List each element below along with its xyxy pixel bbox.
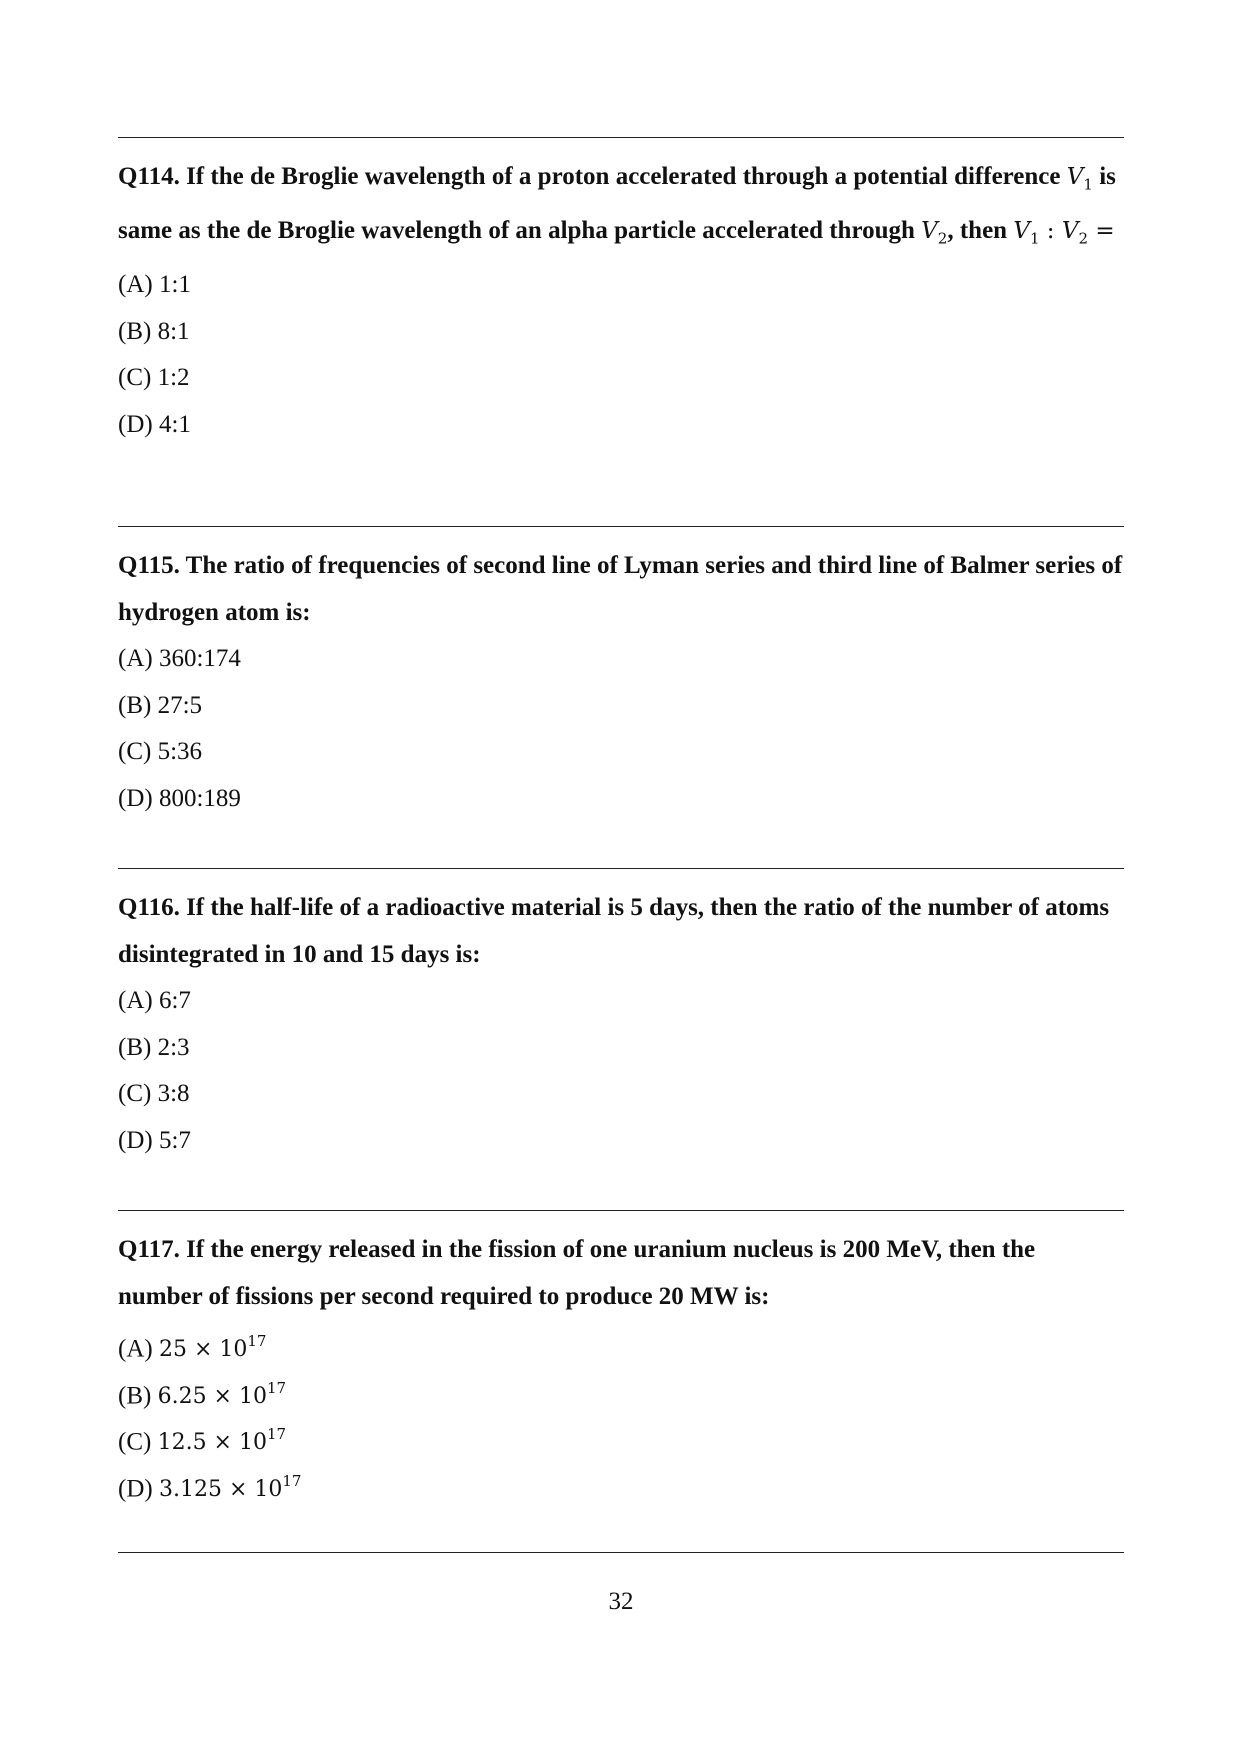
question-text: [118, 543, 1124, 636]
math-times: ×: [186, 1337, 220, 1363]
question-body: The ratio of frequencies of second line of Lyman series and third line of Balmer series of hydrogen atom is:: [118, 552, 1123, 626]
option-b[interactable]: [118, 309, 1124, 356]
divider-rule: [118, 868, 1124, 869]
math-times: ×: [206, 1383, 239, 1409]
option-value: 27:5: [157, 691, 203, 719]
math-colon: :: [1039, 218, 1062, 245]
option-label: (A): [118, 645, 153, 672]
question-number: Q116.: [118, 894, 180, 921]
question-text-part: is same as the de Broglie wavelength of an alpha particle accelerated through: [118, 163, 1116, 245]
question-117: [118, 1227, 1124, 1506]
math-subscript: 2: [937, 229, 948, 248]
option-label: (A): [118, 271, 153, 299]
question-text-part: If the de Broglie wavelength of a proton accelerated through a potential difference: [186, 163, 1067, 190]
option-label: (C): [118, 1080, 152, 1107]
option-c[interactable]: [118, 355, 1124, 402]
option-a[interactable]: [118, 978, 1124, 1025]
option-a[interactable]: [118, 636, 1124, 683]
option-label: (B): [118, 1033, 152, 1061]
math-mantissa: 25: [158, 1337, 187, 1363]
divider-rule: [118, 1552, 1124, 1553]
math-base: 10: [238, 1430, 267, 1456]
document-page: [118, 0, 1124, 1754]
question-115: [118, 543, 1124, 822]
option-math: [158, 1332, 267, 1363]
option-math: [158, 1471, 302, 1502]
option-value: 4:1: [158, 410, 191, 438]
math-subscript: 1: [1029, 229, 1040, 248]
option-value: 360:174: [158, 645, 241, 672]
math-var: V: [1066, 164, 1084, 190]
math-base: 10: [219, 1337, 248, 1363]
option-label: (D): [118, 410, 153, 438]
math-equals: =: [1088, 218, 1115, 245]
option-math: [157, 1378, 287, 1409]
question-114: [118, 154, 1124, 448]
option-value: 1:2: [157, 364, 190, 392]
math-exponent: 17: [266, 1425, 287, 1443]
option-label: (B): [118, 317, 152, 345]
math-exponent: 17: [247, 1332, 267, 1350]
option-value: 5:36: [157, 738, 203, 765]
question-text: [118, 885, 1124, 978]
question-body: If the half-life of a radioactive material is 5 days, then the ratio of the number of atoms disintegrated in 10 and 15 days is:: [118, 894, 1110, 968]
option-label: (D): [118, 784, 153, 812]
math-exponent: 17: [282, 1471, 302, 1490]
option-d[interactable]: [118, 1118, 1124, 1165]
option-label: (B): [118, 1381, 152, 1409]
divider-rule: [118, 1210, 1124, 1211]
options-list: [118, 978, 1124, 1164]
question-text: [118, 1227, 1124, 1320]
math-base: 10: [238, 1383, 267, 1409]
math-times: ×: [206, 1430, 239, 1456]
option-label: (C): [118, 364, 152, 392]
question-text: [118, 154, 1124, 262]
option-label: (C): [118, 1428, 152, 1456]
options-list: [118, 636, 1124, 822]
option-b[interactable]: [118, 1367, 1124, 1414]
option-value: 3:8: [157, 1080, 190, 1107]
option-math: [157, 1425, 287, 1456]
question-text-part: , then: [947, 217, 1014, 245]
option-value: 6:7: [158, 987, 191, 1014]
option-label: (A): [118, 1335, 153, 1363]
math-times: ×: [221, 1476, 255, 1502]
option-value: 800:189: [158, 784, 241, 812]
option-c[interactable]: [118, 1413, 1124, 1460]
option-c[interactable]: [118, 729, 1124, 776]
question-number: Q114.: [118, 163, 180, 190]
option-c[interactable]: [118, 1071, 1124, 1118]
option-d[interactable]: [118, 1460, 1124, 1507]
math-exponent: 17: [266, 1378, 287, 1397]
option-d[interactable]: [118, 402, 1124, 449]
math-v1: [1066, 164, 1093, 194]
option-value: 1:1: [158, 271, 191, 299]
question-116: [118, 885, 1124, 1164]
option-label: (D): [118, 1126, 153, 1154]
question-body: If the energy released in the fission of one uranium nucleus is 200 MeV, then the number of fissions per second required to produce 20 MW is:: [118, 1236, 1036, 1310]
math-var: V: [1013, 218, 1030, 245]
options-list: [118, 1320, 1124, 1506]
option-b[interactable]: [118, 1025, 1124, 1072]
math-ratio: [1013, 218, 1115, 248]
math-base: 10: [254, 1476, 283, 1502]
page-number: 32: [608, 1588, 634, 1615]
option-value: 5:7: [158, 1126, 191, 1154]
math-mantissa: 3.125: [158, 1476, 222, 1502]
math-subscript: 1: [1083, 175, 1093, 194]
math-v2: [921, 218, 948, 248]
math-var: V: [1061, 218, 1079, 245]
option-d[interactable]: [118, 776, 1124, 823]
option-label: (B): [118, 691, 152, 719]
option-label: (D): [118, 1474, 153, 1502]
option-a[interactable]: [118, 262, 1124, 309]
option-label: (A): [118, 987, 153, 1014]
option-value: 8:1: [157, 317, 190, 345]
option-value: 2:3: [157, 1033, 190, 1061]
math-subscript: 2: [1078, 229, 1089, 248]
divider-rule: [118, 526, 1124, 527]
question-number: Q117.: [118, 1236, 180, 1263]
math-mantissa: 12.5: [157, 1430, 207, 1456]
options-list: [118, 262, 1124, 448]
math-mantissa: 6.25: [157, 1383, 207, 1409]
option-b[interactable]: [118, 683, 1124, 730]
divider-rule: [118, 137, 1124, 138]
math-var: V: [921, 218, 938, 245]
question-number: Q115.: [118, 552, 180, 579]
option-label: (C): [118, 738, 152, 765]
option-a[interactable]: [118, 1320, 1124, 1367]
